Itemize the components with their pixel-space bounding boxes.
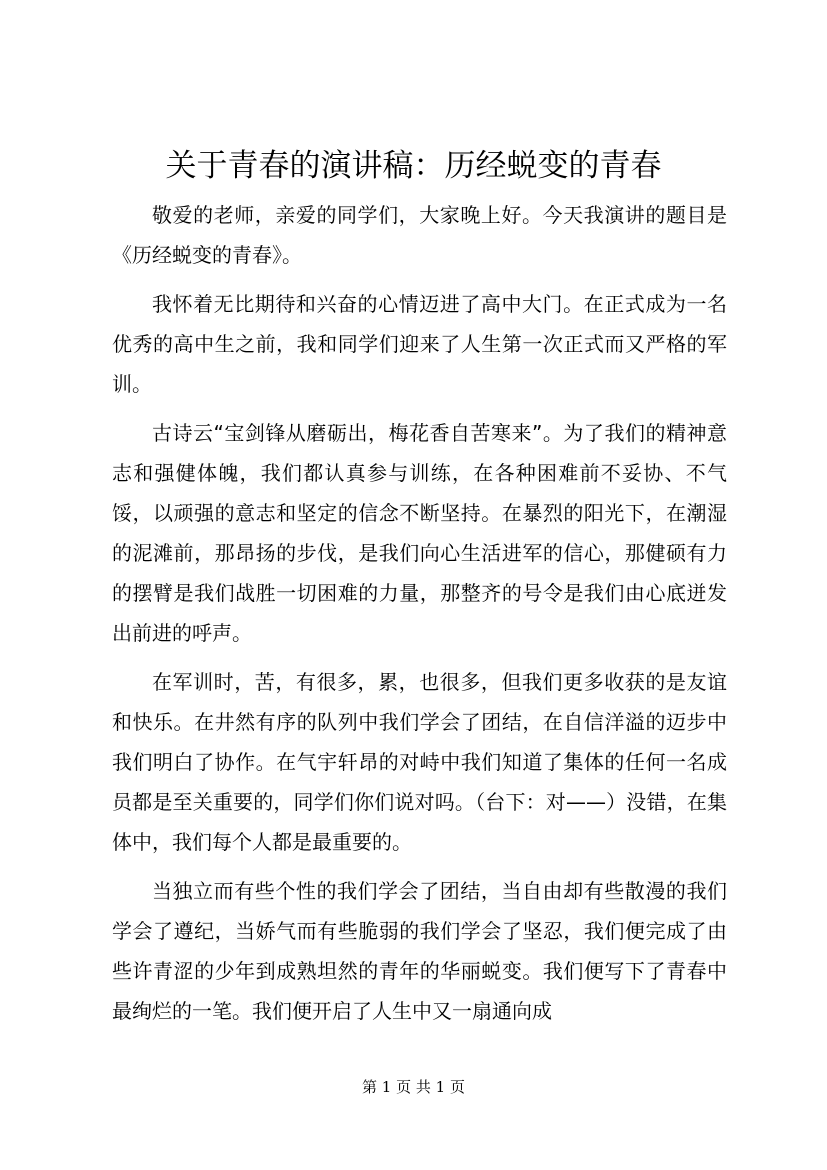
document-body [112, 195, 727, 1031]
paragraph-4: 在军训时，苦，有很多，累，也很多，但我们更多收获的是友谊和快乐。在井然有序的队列中我们学会了团结，在自信洋溢的迈步中我们明白了协作。在气宇轩昂的对峙中我们知道了集体的任何一名成员都是至关重要的，同学们你们说对吗。（台下：对——）没错，在集体中，我们每个人都是最重要的。 [112, 670, 727, 854]
page-footer: 第 1 页 共 1 页 [362, 1078, 465, 1096]
paragraph-1: 敬爱的老师，亲爱的同学们，大家晚上好。今天我演讲的题目是《历经蜕变的青春》。 [112, 203, 727, 267]
document-title: 关于青春的演讲稿：历经蜕变的青春 [165, 148, 662, 184]
paragraph-3: 古诗云“宝剑锋从磨砺出，梅花香自苦寒来”。为了我们的精神意志和强健体魄，我们都认真参与训练，在各种困难前不妥协、不气馁，以顽强的意志和坚定的信念不断坚持。在暴烈的阳光下，在潮湿的泥滩前，那昂扬的步伐，是我们向心生活进军的信心，那健硕有力的摆臂是我们战胜一切困难的力量，那整齐的号令是我们由心底迸发出前进的呼声。 [112, 421, 727, 645]
paragraph-5: 当独立而有些个性的我们学会了团结，当自由却有些散漫的我们学会了遵纪，当娇气而有些脆弱的我们学会了坚忍，我们便完成了由些许青涩的少年到成熟坦然的青年的华丽蜕变。我们便写下了青春中最绚烂的一笔。我们便开启了人生中又一扇通向成 [112, 879, 727, 1023]
paragraph-2: 我怀着无比期待和兴奋的心情迈进了高中大门。在正式成为一名优秀的高中生之前，我和同学们迎来了人生第一次正式而又严格的军训。 [112, 292, 727, 396]
